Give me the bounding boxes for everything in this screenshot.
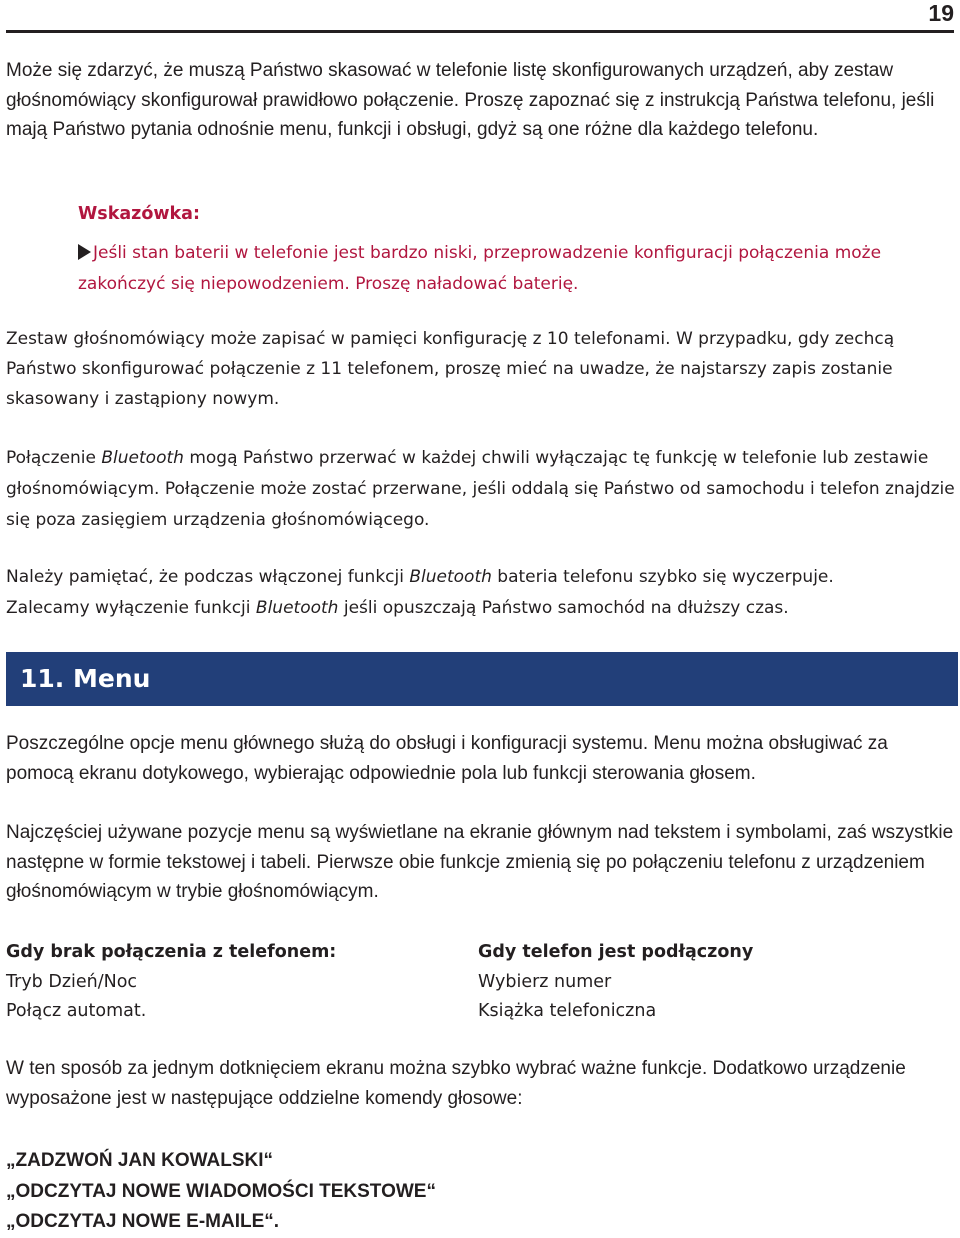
voice-commands-list (6, 1146, 436, 1238)
section-header (6, 652, 958, 706)
voice-paragraph: W ten sposób za jednym dotknięciem ekranu można szybko wybrać ważne funkcje. Dodatkowo urządzenie wyposażone jest w następujące oddzielne komendy głosowe: (6, 1058, 906, 1109)
tip-title: Wskazówka: (78, 204, 200, 224)
text-span: Należy pamiętać, że podczas włączonej funkcji (6, 567, 410, 587)
tip-text: Jeśli stan baterii w telefonie jest bardzo niski, przeprowadzenie konfiguracji połączenia może zakończyć się niepowodzeniem. Proszę naładować baterię. (78, 243, 882, 294)
column-connected (478, 938, 753, 1027)
tip-body (78, 238, 956, 300)
text-span: mogą Państwo przerwać w każdej chwili wyłączając tę funkcję w telefonie lub zestawie głośnomówiącym. Połączenie może zostać przerwane, jeśli oddalą się Państwo od samochodu i telefon znajdzie się poza zasięgiem urządzenia głośnomówiącego. (6, 448, 955, 530)
text-span: bateria telefonu szybko się wyczerpuje. (491, 567, 834, 587)
menu-paragraph-2: Najczęściej używane pozycje menu są wyświetlane na ekranie głównym nad tekstem i symbolami, zaś wszystkie następne w formie tekstowej i tabeli. Pierwsze obie funkcje zmienią się po połączeniu telefonu z urządzeniem głośnomówiącym w trybie głośnomówiącym. (6, 822, 954, 902)
bluetooth-term: Bluetooth (255, 598, 339, 618)
text-span: jeśli opuszczają Państwo samochód na dłuższy czas. (338, 598, 789, 618)
menu-item: Wybierz numer (478, 971, 612, 992)
text-span: Połączenie (6, 448, 102, 468)
battery-paragraph (6, 562, 956, 624)
section-title: 11. Menu (20, 664, 151, 693)
column-disconnected (6, 938, 336, 1027)
memory-paragraph: Zestaw głośnomówiący może zapisać w pamięci konfigurację z 10 telefonami. W przypadku, gdy zechcą Państwo skonfigurować połączenie z 11 telefonem, proszę mieć na uwadze, że najstarszy zapis zostanie skasowany i zastąpiony nowym. (6, 329, 895, 409)
bluetooth-term: Bluetooth (409, 567, 492, 587)
bluetooth-disconnect-paragraph (6, 443, 956, 536)
page-number: 19 (928, 0, 954, 26)
bluetooth-term: Bluetooth (101, 448, 184, 468)
voice-command: „ODCZYTAJ NOWE E-MAILE“. (6, 1211, 280, 1232)
menu-paragraph-1: Poszczególne opcje menu głównego służą do obsługi i konfiguracji systemu. Menu można obsługiwać za pomocą ekranu dotykowego, wybierając odpowiednie pola lub funkcji sterowania głosem. (6, 733, 888, 784)
voice-command: „ODCZYTAJ NOWE WIADOMOŚCI TEKSTOWE“ (6, 1180, 436, 1202)
menu-item: Książka telefoniczna (478, 1001, 657, 1021)
intro-paragraph: Może się zdarzyć, że muszą Państwo skasować w telefonie listę skonfigurowanych urządzeń, aby zestaw głośnomówiący skonfigurował prawidłowo połączenie. Proszę zapoznać się z instrukcją Państwa telefonu, jeśli mają Państwo pytania odnośnie menu, funkcji i obsługi, gdyż są one różne dla każdego telefonu. (6, 60, 935, 140)
header-rule (6, 30, 954, 33)
voice-command: „ZADZWOŃ JAN KOWALSKI“ (6, 1150, 274, 1171)
column-heading: Gdy telefon jest podłączony (478, 942, 754, 962)
column-heading: Gdy brak połączenia z telefonem: (6, 942, 337, 962)
text-span: Zalecamy wyłączenie funkcji (6, 598, 256, 618)
menu-item: Tryb Dzień/Noc (6, 971, 138, 992)
menu-item: Połącz automat. (6, 1001, 147, 1021)
triangle-bullet-icon (78, 244, 91, 260)
